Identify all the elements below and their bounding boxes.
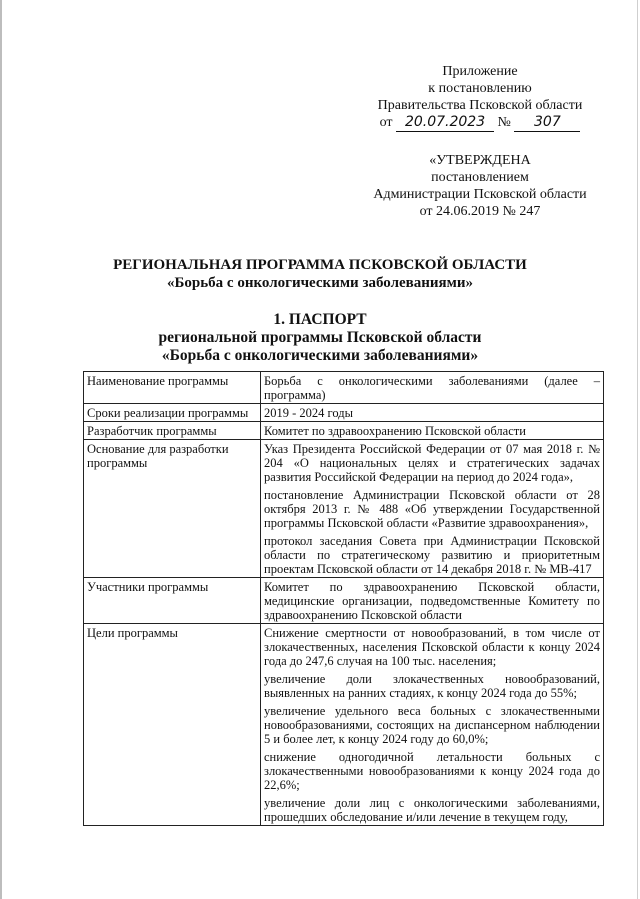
- row-content: [261, 440, 604, 578]
- approved-block: [362, 152, 598, 220]
- attachment-date-line: [360, 114, 600, 132]
- approved-line-3: Администрации Псковской области: [373, 187, 587, 202]
- attachment-block: [360, 63, 600, 132]
- row-paragraph: увеличение доли злокачественных новообразований, выявленных на ранних стадиях, к концу 2024 года до 55%;: [264, 672, 600, 700]
- row-paragraph: Комитет по здравоохранению Псковской области, медицинские организации, подведомственные Комитету по здравоохранению Псковской области: [264, 580, 600, 622]
- handwritten-date: 20.07.2023: [396, 114, 494, 132]
- row-content: [261, 404, 604, 422]
- scan-left-edge: [0, 0, 2, 899]
- row-label: Основание для разработки программы: [84, 440, 261, 578]
- document-title: [0, 256, 640, 292]
- passport-table: [83, 371, 604, 826]
- table-row: [84, 404, 604, 422]
- approved-line-2: постановлением: [431, 170, 529, 185]
- attachment-line-2: к постановлению: [428, 81, 532, 96]
- approved-line-4: от 24.06.2019 № 247: [419, 204, 541, 219]
- row-paragraph: увеличение удельного веса больных с злокачественными новообразованиями, состоящих на диспансерном наблюдении 5 и более лет, к концу 2024 году до 60,0%;: [264, 704, 600, 746]
- approved-line-1: «УТВЕРЖДЕНА: [429, 153, 531, 168]
- table-row: [84, 440, 604, 578]
- title-line-2: «Борьба с онкологическими заболеваниями»: [166, 275, 474, 291]
- row-content: [261, 422, 604, 440]
- row-paragraph: Указ Президента Российской Федерации от 07 мая 2018 г. № 204 «О национальных целях и стратегических задачах развития Российской Федерации на период до 2024 года»,: [264, 442, 600, 484]
- handwritten-number: 307: [514, 114, 580, 132]
- row-paragraph: снижение одногодичной летальности больных с злокачественными новообразованиями к концу 2024 года до 22,6%;: [264, 750, 600, 792]
- row-paragraph: Борьба с онкологическими заболеваниями (далее – программа): [264, 374, 600, 402]
- row-content: [261, 578, 604, 624]
- passport-heading-line: 1. ПАСПОРТ: [273, 311, 367, 328]
- row-label: Сроки реализации программы: [84, 404, 261, 422]
- table-row: [84, 624, 604, 826]
- row-content: [261, 372, 604, 404]
- date-prefix: от: [379, 115, 393, 130]
- row-paragraph: увеличение доли лиц с онкологическими заболеваниями, прошедших обследование и/или лечение в текущем году,: [264, 796, 600, 824]
- row-paragraph: постановление Администрации Псковской области от 28 октября 2013 г. № 488 «Об утверждении Государственной программы Псковской области «Развитие здравоохранения»,: [264, 488, 600, 530]
- table-row: [84, 422, 604, 440]
- passport-subheading-2: «Борьба с онкологическими заболеваниями»: [161, 347, 479, 364]
- attachment-line-1: Приложение: [442, 64, 518, 79]
- table-row: [84, 372, 604, 404]
- attachment-line-3: Правительства Псковской области: [377, 98, 583, 113]
- row-content: [261, 624, 604, 826]
- passport-heading: [0, 311, 640, 365]
- row-paragraph: Комитет по здравоохранению Псковской области: [264, 424, 526, 438]
- row-label: Разработчик программы: [84, 422, 261, 440]
- row-paragraph: протокол заседания Совета при Администрации Псковской области по стратегическому развитию и приоритетным проектам Псковской области от 14 декабря 2018 г. № МВ-417: [264, 534, 600, 576]
- number-prefix: №: [497, 115, 511, 130]
- scan-right-edge: [637, 0, 638, 899]
- passport-subheading-1: региональной программы Псковской области: [158, 329, 482, 346]
- table-row: [84, 578, 604, 624]
- title-line-1: РЕГИОНАЛЬНАЯ ПРОГРАММА ПСКОВСКОЙ ОБЛАСТИ: [113, 257, 527, 273]
- row-label: Цели программы: [84, 624, 261, 826]
- row-paragraph: 2019 - 2024 годы: [264, 406, 354, 420]
- row-label: Участники программы: [84, 578, 261, 624]
- row-paragraph: Снижение смертности от новообразований, в том числе от злокачественных, населения Псковской области к концу 2024 года до 247,6 случая на 100 тыс. населения;: [264, 626, 600, 668]
- row-label: Наименование программы: [84, 372, 261, 404]
